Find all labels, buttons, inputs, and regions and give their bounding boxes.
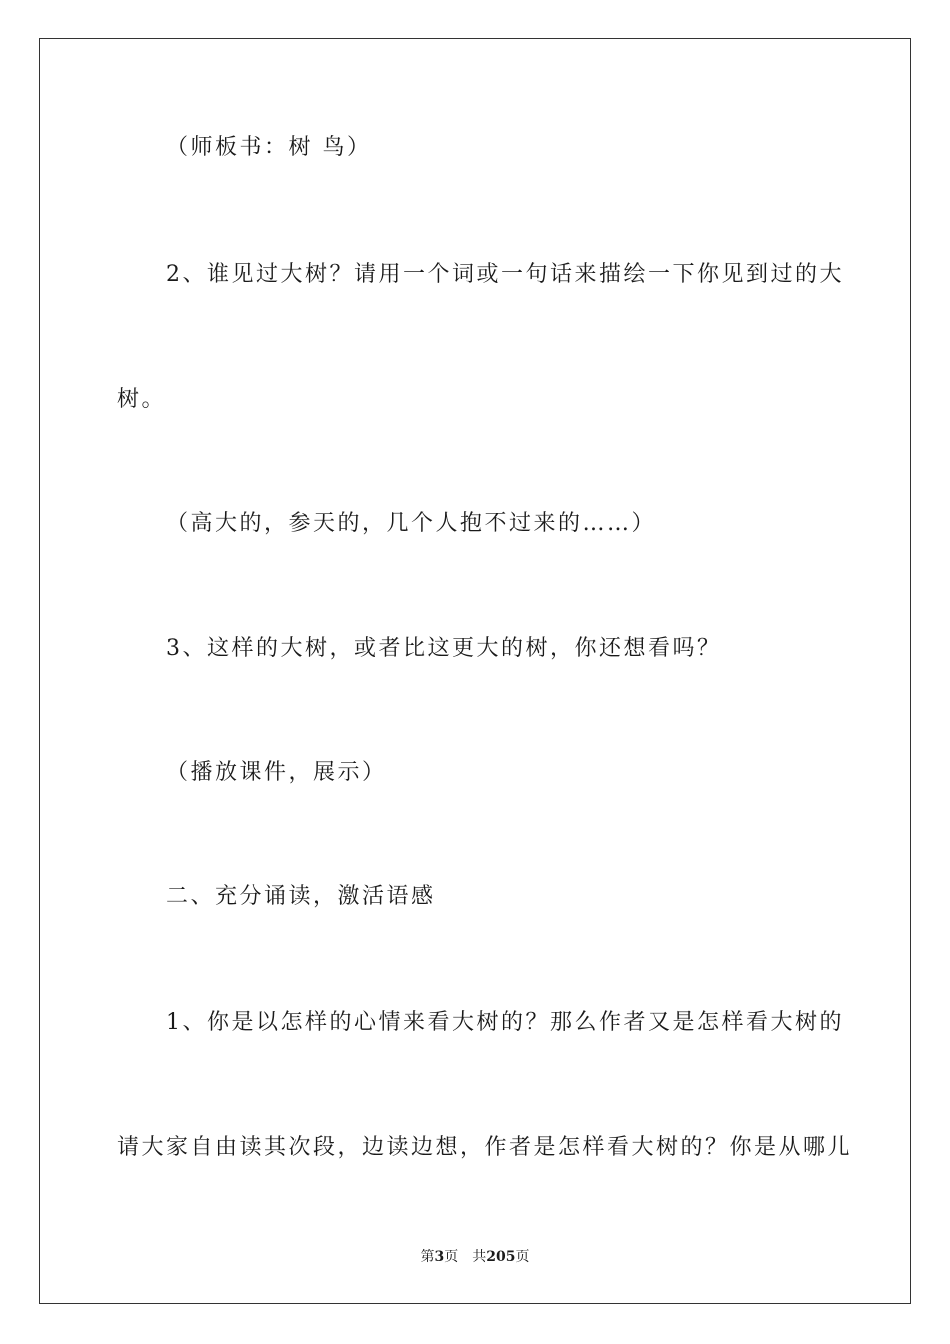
paragraph-answer-examples: （高大的，参天的，几个人抱不过来的……） (166, 511, 657, 536)
page-footer (0, 1247, 950, 1267)
paragraph-question-2: 2、谁见过大树？请用一个词或一句话来描绘一下你见到过的大 (166, 262, 844, 287)
footer-page-word: 页 (444, 1249, 459, 1265)
paragraph-teacher-board-note: （师板书：树 鸟） (166, 135, 372, 160)
paragraph-question-3: 3、这样的大树，或者比这更大的树，你还想看吗？ (166, 636, 722, 661)
paragraph-reading-instruction: 请大家自由读其次段，边读边想，作者是怎样看大树的？你是从哪儿 (117, 1135, 853, 1160)
footer-total-prefix: 共 (472, 1249, 487, 1265)
footer-prefix: 第 (420, 1249, 435, 1265)
total-pages-number: 205 (486, 1249, 516, 1265)
paragraph-question-2-continued: 树。 (117, 387, 167, 412)
current-page-number: 3 (434, 1249, 445, 1265)
paragraph-play-courseware: （播放课件，展示） (166, 760, 387, 785)
footer-total-suffix: 页 (515, 1249, 530, 1265)
paragraph-question-1: 1、你是以怎样的心情来看大树的？那么作者又是怎样看大树的 (166, 1010, 844, 1035)
section-heading-2: 二、充分诵读，激活语感 (166, 884, 436, 909)
page-border (39, 38, 911, 1304)
